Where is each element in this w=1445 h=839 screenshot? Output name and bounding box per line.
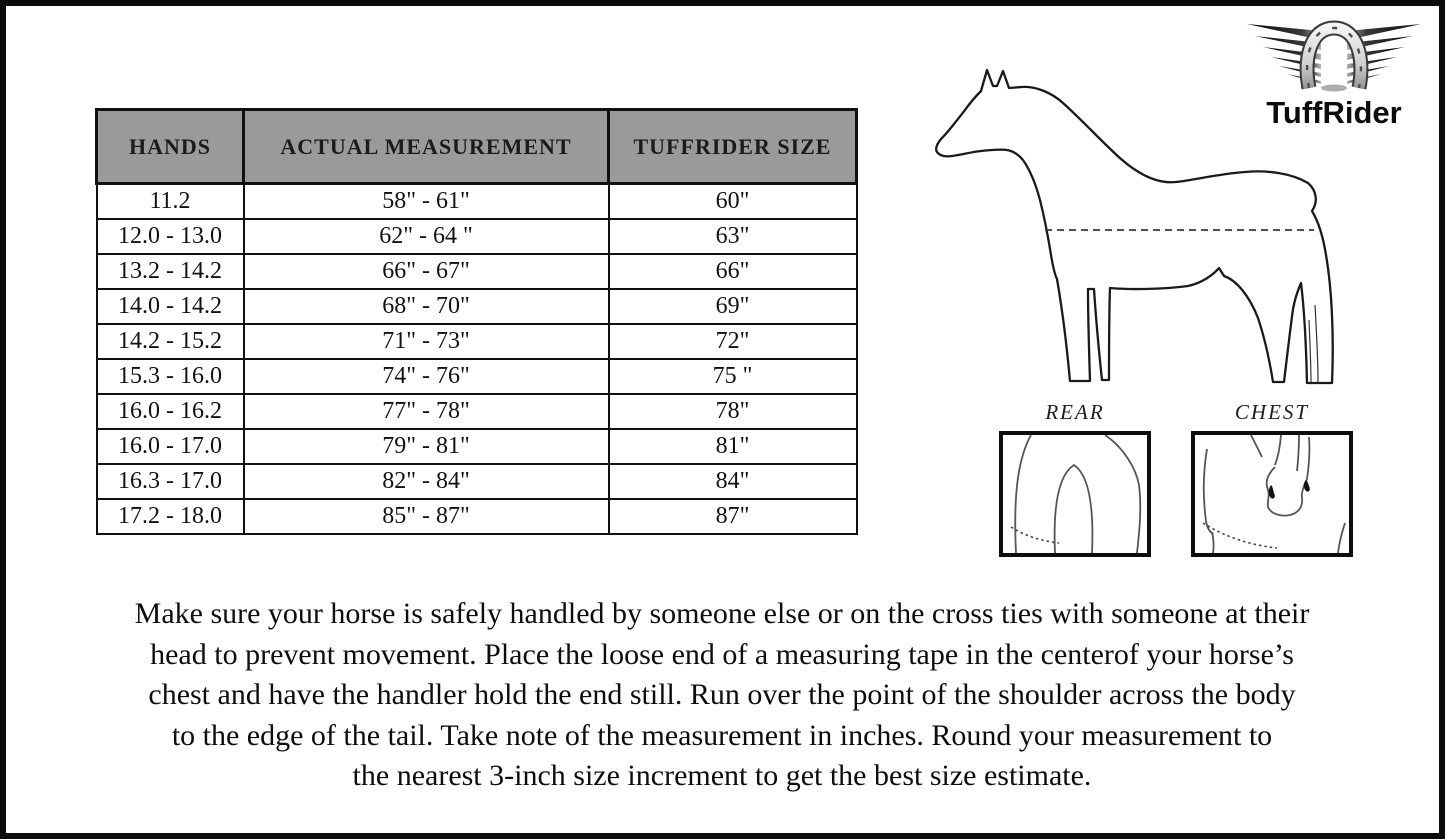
- table-cell: 16.0 - 16.2: [97, 394, 244, 429]
- table-cell: 14.2 - 15.2: [97, 324, 244, 359]
- table-cell: 66" - 67": [244, 254, 609, 289]
- nostril-right: [1304, 480, 1310, 492]
- table-cell: 62" - 64 ": [244, 219, 609, 254]
- table-header-row: [97, 110, 857, 184]
- col-header-actual-measurement: ACTUAL MEASUREMENT: [244, 110, 609, 184]
- col-header-tuffrider-size: TUFFRIDER SIZE: [609, 110, 857, 184]
- table-cell: 68" - 70": [244, 289, 609, 324]
- instructions-line: the nearest 3-inch size increment to get the best size estimate.: [352, 759, 1092, 792]
- table-row: [97, 429, 857, 464]
- table-row: [97, 359, 857, 394]
- table-row: [97, 499, 857, 534]
- table-cell: 87": [609, 499, 857, 534]
- chest-view-label: CHEST: [1234, 400, 1310, 424]
- table-cell: 81": [609, 429, 857, 464]
- nostril-left: [1269, 485, 1275, 499]
- table-cell: 72": [609, 324, 857, 359]
- rear-view-label: REAR: [1045, 400, 1105, 424]
- table-cell: 78": [609, 394, 857, 429]
- table-cell: 58" - 61": [244, 184, 609, 220]
- table-cell: 60": [609, 184, 857, 220]
- table-cell: 66": [609, 254, 857, 289]
- table-cell: 16.3 - 17.0: [97, 464, 244, 499]
- table-cell: 75 ": [609, 359, 857, 394]
- horseshoe-shadow: [1321, 85, 1347, 92]
- table-cell: 17.2 - 18.0: [97, 499, 244, 534]
- winged-horseshoe-icon: [1243, 16, 1425, 92]
- table-cell: 69": [609, 289, 857, 324]
- instructions-text: [22, 594, 1422, 797]
- table-row: [97, 324, 857, 359]
- size-table-body: [97, 184, 857, 535]
- table-cell: 85" - 87": [244, 499, 609, 534]
- table-cell: 11.2: [97, 184, 244, 220]
- table-cell: 16.0 - 17.0: [97, 429, 244, 464]
- chest-view-box: [1191, 431, 1353, 557]
- table-cell: 79" - 81": [244, 429, 609, 464]
- table-row: [97, 254, 857, 289]
- table-row: [97, 289, 857, 324]
- rear-view-sketch: [1003, 435, 1147, 553]
- col-header-hands: HANDS: [97, 110, 244, 184]
- tuffrider-logo: [1243, 16, 1425, 128]
- table-cell: 77" - 78": [244, 394, 609, 429]
- table-cell: 15.3 - 16.0: [97, 359, 244, 394]
- table-cell: 12.0 - 13.0: [97, 219, 244, 254]
- table-cell: 14.0 - 14.2: [97, 289, 244, 324]
- table-cell: 13.2 - 14.2: [97, 254, 244, 289]
- table-cell: 71" - 73": [244, 324, 609, 359]
- table-row: [97, 184, 857, 220]
- instructions-line: chest and have the handler hold the end still. Run over the point of the shoulder across the body: [148, 678, 1296, 711]
- table-cell: 63": [609, 219, 857, 254]
- size-table: [95, 108, 858, 535]
- table-row: [97, 219, 857, 254]
- table-row: [97, 464, 857, 499]
- brand-name: TuffRider: [1266, 95, 1402, 130]
- table-row: [97, 394, 857, 429]
- rear-view-box: [999, 431, 1151, 557]
- instructions-line: to the edge of the tail. Take note of the measurement in inches. Round your measurement to: [171, 718, 1273, 752]
- instructions-line: head to prevent movement. Place the loose end of a measuring tape in the centerof your horse’s: [150, 637, 1294, 671]
- instructions-line: Make sure your horse is safely handled by someone else or on the cross ties with someone at their: [134, 597, 1310, 630]
- table-cell: 84": [609, 464, 857, 499]
- table-cell: 74" - 76": [244, 359, 609, 394]
- chest-view-sketch: [1195, 435, 1349, 553]
- table-cell: 82" - 84": [244, 464, 609, 499]
